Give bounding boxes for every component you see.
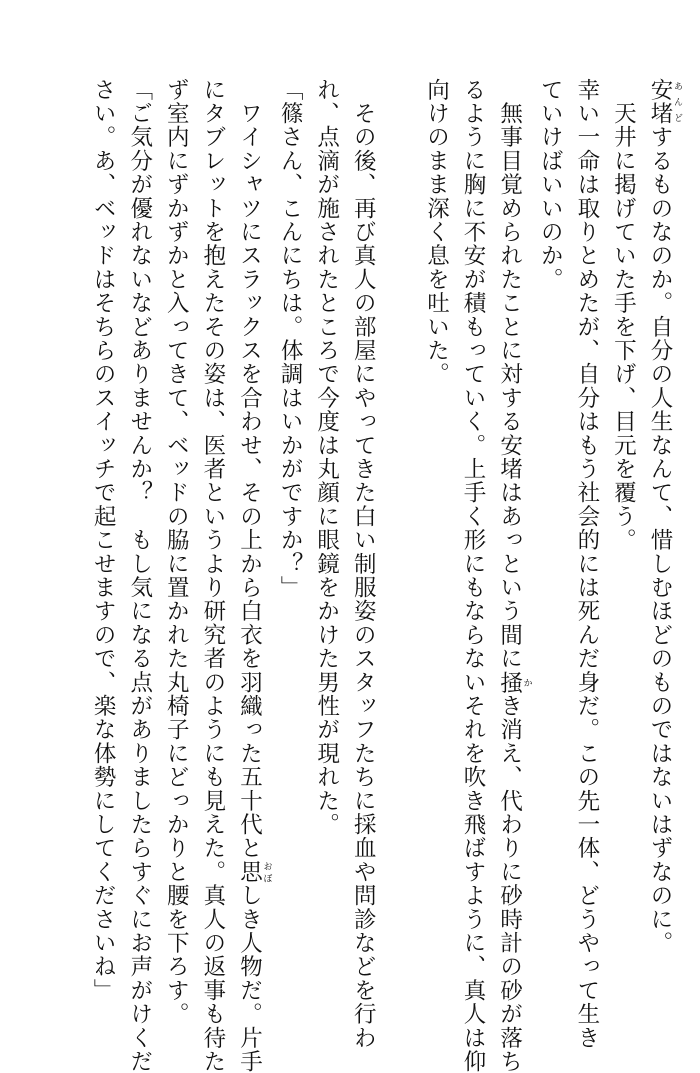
text-line: その後、再び真人の部屋にやってきた白い制服姿のスタッフたちに採血や問診などを行わ [350,78,377,1050]
text-line: 安堵 あんどするものなのか。自分の人生なんて、惜しむほどのものではないはずなのに。 [647,78,682,955]
furigana-reading: か [521,670,532,695]
text-line: ていけばいいのか。 [537,78,564,292]
text-line: にタブレットを抱えたその姿は、医者というより研究者のようにも見えた。真人の返事も待た [199,78,226,1073]
text-line: 無事目覚められたことに対する安堵はあっという間に掻 かき消え、代わりに砂時計の砂が落ち [496,78,532,1073]
vertical-text-body [85,78,683,1073]
furigana-reading: あんど [672,78,682,126]
text-line: 「篠さん、こんにちは。体調はいかがですか？」 [277,78,304,600]
text-line: るように胸に不安が積もっていく。上手く形にもならないそれを吹き飛ばすように、真人は仰 [460,78,487,1073]
text-line: 幸い一命は取りとめたが、自分はもう社会的には死んだ身だ。この先一体、どうやって生き [573,78,600,1050]
text-line: ワイシャツにスラックスを合わせ、その上から白衣を羽織った五十代と思 おぼしき人物だ。片手 [236,78,272,1073]
text-line: 天井に掲げていた手を下げ、目元を覆う。 [610,78,637,552]
text-line: 「ご気分が優れないなどありませんか？ もし気になる点がありましたらすぐにお声がけくだ [126,78,153,1073]
text-line: さい。あ、ベッドはそちらのスイッチで起こせますので、楽な体勢にしてくださいね」 [90,78,117,1003]
text-line: れ、点滴が施されたところで今度は丸顔に眼鏡をかけた男性が現れた。 [313,78,340,837]
paragraph-break [381,78,418,958]
furigana: 掻 か [496,670,532,695]
furigana: 思 おぼ [236,860,272,884]
text-line: 向けのまま深く息を吐いた。 [423,78,450,387]
text-line: ず室内にずかずかと入ってきて、ベッドの脇に置かれた丸椅子にどっかりと腰を下ろす。 [163,78,190,1026]
furigana: 安堵 あんど [647,78,682,126]
furigana-reading: おぼ [261,860,272,884]
